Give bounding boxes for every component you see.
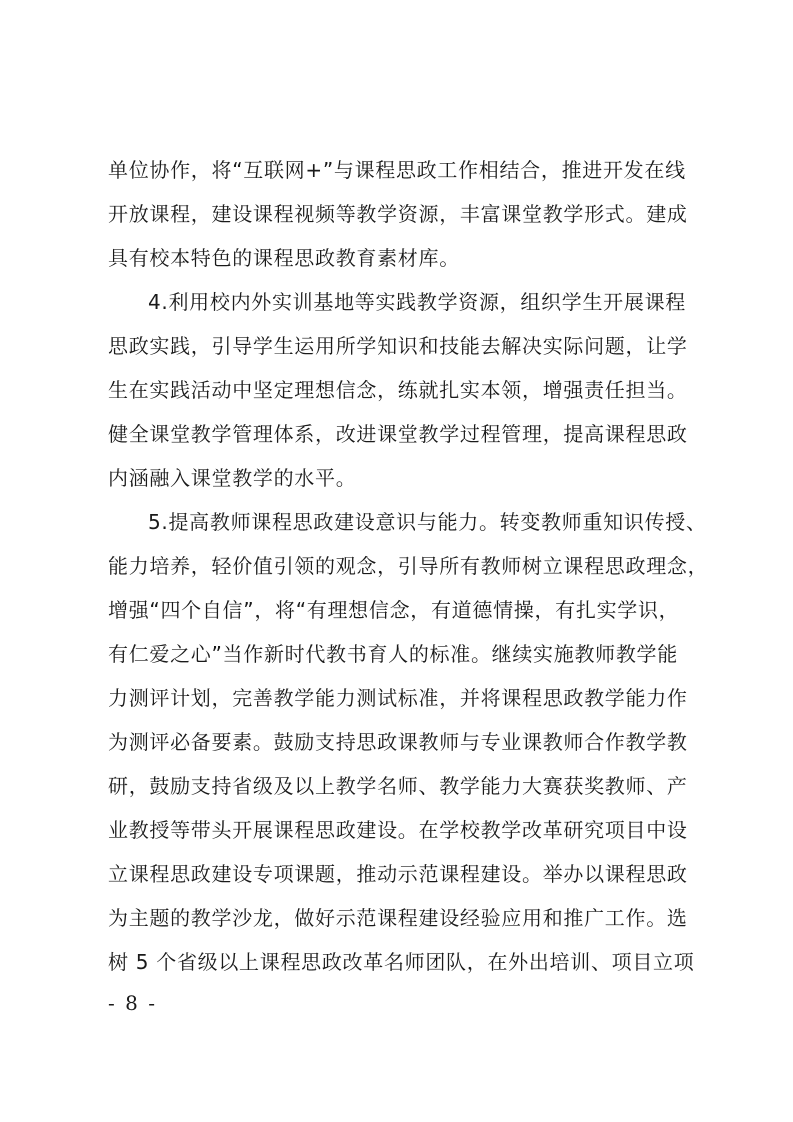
body-text-line: 具有校本特色的课程思政教育素材库。 xyxy=(108,246,460,270)
body-text-line: 力测评计划，完善教学能力测试标准，并将课程思政教学能力作 xyxy=(108,686,688,710)
body-text-line: 增强“四个自信”，将“有理想信念，有道德情操，有扎实学识， xyxy=(108,598,680,622)
body-text-line: 为测评必备要素。鼓励支持思政课教师与专业课教师合作教学教 xyxy=(108,730,688,754)
body-text-line: 内涵融入课堂教学的水平。 xyxy=(108,466,357,490)
body-text-line: 研，鼓励支持省级及以上教学名师、教学能力大赛获奖教师、产 xyxy=(108,774,688,798)
body-text-line: 树 5 个省级以上课程思政改革名师团队，在外出培训、项目立项 xyxy=(108,950,695,974)
body-text-line: 单位协作，将“互联网+”与课程思政工作相结合，推进开发在线 xyxy=(108,158,686,182)
body-text-line: 业教授等带头开展课程思政建设。在学校教学改革研究项目中设 xyxy=(108,818,688,842)
body-text-line: 能力培养，轻价值引领的观念，引导所有教师树立课程思政理念， xyxy=(108,554,709,578)
body-text-line: 思政实践，引导学生运用所学知识和技能去解决实际问题，让学 xyxy=(108,334,688,358)
body-text-line: 立课程思政建设专项课题，推动示范课程建设。举办以课程思政 xyxy=(108,862,688,886)
body-text-line: 为主题的教学沙龙，做好示范课程建设经验应用和推广工作。选 xyxy=(108,906,688,930)
page-number: - 8 - xyxy=(108,991,157,1015)
body-text-line: 4.利用校内外实训基地等实践教学资源，组织学生开展课程 xyxy=(148,290,686,314)
body-text-line: 开放课程，建设课程视频等教学资源，丰富课堂教学形式。建成 xyxy=(108,202,688,226)
body-text-line: 5.提高教师课程思政建设意识与能力。转变教师重知识传授、 xyxy=(148,510,707,534)
body-text-line: 生在实践活动中坚定理想信念，练就扎实本领，增强责任担当。 xyxy=(108,378,688,402)
body-text-line: 健全课堂教学管理体系，改进课堂教学过程管理，提高课程思政 xyxy=(108,422,688,446)
body-text-line: 有仁爱之心”当作新时代教书育人的标准。继续实施教师教学能 xyxy=(108,642,678,666)
